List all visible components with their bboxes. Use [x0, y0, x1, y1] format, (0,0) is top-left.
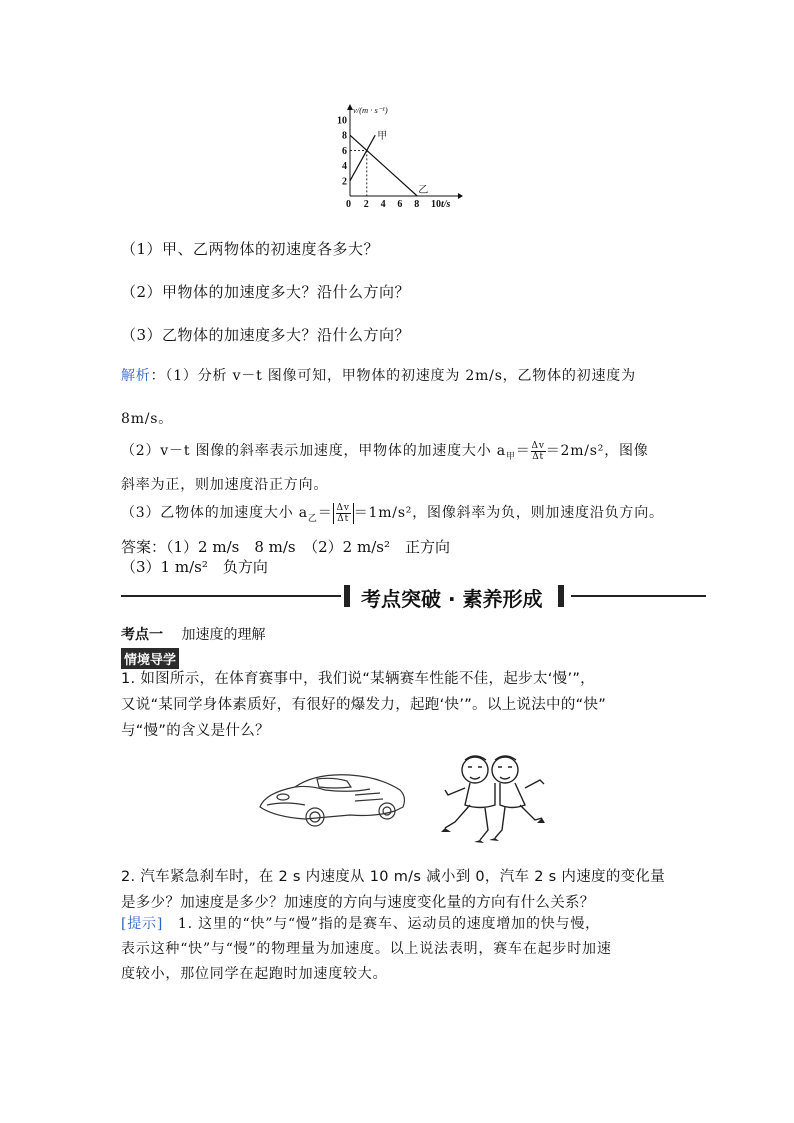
y-tick-label: 6: [342, 145, 347, 157]
point-heading: [121, 624, 265, 644]
y-axis-label: v/(m · s⁻¹): [353, 105, 388, 115]
delta-fraction: $\frac{\Delta v}{\Delta t}$: [531, 440, 545, 462]
y-tick-label: 4: [342, 161, 347, 173]
point-title: 加速度的理解: [181, 627, 266, 643]
scenario-tag: 情境导学: [121, 648, 179, 669]
series-label-2: 乙: [418, 185, 429, 196]
runners-illustration: [440, 750, 550, 845]
x-tick-label: 8: [414, 199, 420, 210]
section-header: [121, 583, 706, 609]
answer-line-2: （3）1 m/s² 负方向: [121, 558, 268, 576]
question-3: （3）乙物体的加速度多大？沿什么方向？: [121, 326, 411, 344]
x-tick-label: 10: [431, 199, 441, 210]
analysis-para-2-cont: 斜率为正，则加速度沿正方向。: [121, 477, 329, 493]
x-axis-arrow: [458, 193, 463, 199]
x-tick-label: 6: [397, 199, 403, 210]
scenario-text: 1. 如图所示，在体育赛事中，我们说“某辆赛车性能不佳，起步太‘慢’”， 又说“某同学身体素质好，有很好的爆发力，起跑‘快’”。以上说法中的“快” 与“慢”的含义是什么？: [121, 671, 607, 739]
vt-graph: [330, 100, 470, 215]
scenario-text-2: 2. 汽车紧急刹车时，在 2 s 内速度从 10 m/s 减小到 0，汽车 2 s 内速度的变化量 是多少？加速度是多少？加速度的方向与速度变化量的方向有什么关系？: [121, 869, 666, 911]
analysis-para-1: 解析：（1）分析 v－t 图像可知，甲物体的初速度为 2m/s，乙物体的初速度为: [121, 368, 636, 384]
abs-fraction: $\frac{\Delta v}{\Delta t}$: [333, 503, 354, 524]
point-label: 考点一: [121, 627, 163, 643]
analysis-para-3: （3）乙物体的加速度大小 $a_乙=$ $\frac{\Delta v}{\Delta t}$ ＝1m/s²，图像斜率为负，则加速度沿负方向。: [121, 502, 664, 524]
race-car-illustration: [255, 765, 410, 835]
series-line-1: [350, 135, 375, 181]
question-1: （1）甲、乙两物体的初速度各多大？: [121, 240, 380, 258]
x-tick-label: 0: [346, 199, 351, 210]
section-bracket-right: [558, 585, 564, 607]
analysis-para-2: （2）v－t 图像的斜率表示加速度，甲物体的加速度大小 $a_甲=$ $\frac{\Delta v}{\Delta t}$ ＝2m/s²，图像: [121, 440, 649, 462]
y-tick-label: 10: [337, 115, 347, 127]
x-tick-label: 2: [363, 199, 369, 210]
question-2: （2）甲物体的加速度多大？沿什么方向？: [121, 283, 411, 301]
x-axis-label: t/s: [441, 199, 451, 210]
hint-label: [提示]: [121, 916, 164, 932]
hint-block: [提示] 1. 这里的“快”与“慢”指的是赛车、运动员的速度增加的快与慢， 表示这种“快”与“慢”的物理量为加速度。以上说法表明，赛车在起步时加速 度较小，那位同学在起跑时加速度较大。: [121, 916, 612, 982]
answer-line-1: 答案：（1）2 m/s 8 m/s （2）2 m/s² 正方向: [121, 538, 450, 556]
section-rule-right: [571, 595, 706, 597]
analysis-para-1-cont: 8m/s。: [121, 411, 174, 427]
y-tick-label: 2: [342, 176, 347, 188]
series-line-2: [350, 135, 417, 196]
analysis-label: 解析: [121, 368, 151, 384]
y-tick-label: 8: [342, 130, 347, 142]
series-label-1: 甲: [377, 131, 388, 143]
section-title: 考点突破 · 素养形成: [361, 587, 543, 611]
section-rule-left: [121, 595, 341, 597]
section-bracket-left: [344, 585, 350, 607]
x-tick-label: 4: [380, 199, 386, 210]
